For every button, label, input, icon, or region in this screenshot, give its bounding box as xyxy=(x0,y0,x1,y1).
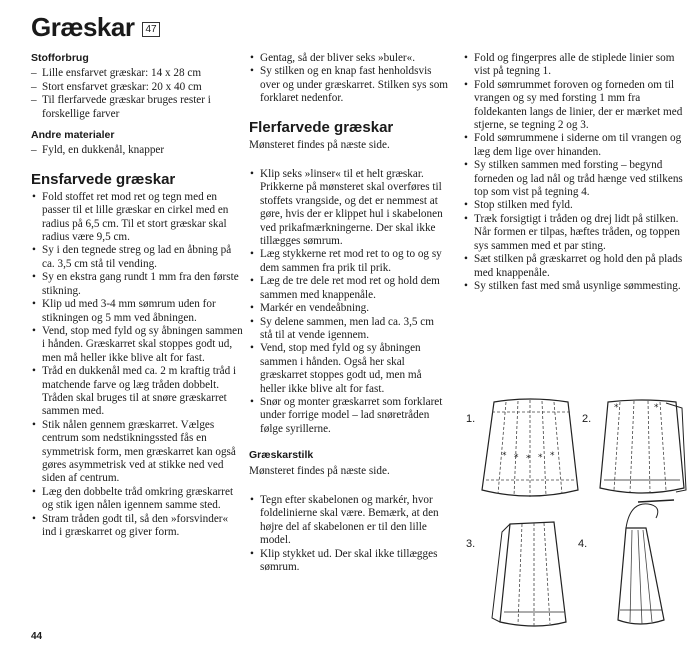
stem-steps-list xyxy=(249,494,449,574)
section-intro: Mønsteret findes på næste side. xyxy=(249,138,390,151)
figure-2-drawing xyxy=(596,398,688,508)
list-item: • Stik nålen gennem græskarret. Vælges centrum som nedstikningssted fås en symmetrisk form, men græskarret kan også gøres asymmetrisk ved at stikke ned ved siden af centrum. xyxy=(31,419,243,486)
page-title: Græskar xyxy=(31,12,135,42)
figure-label-4: 4. xyxy=(578,538,588,550)
list-item: • Sæt stilken på græskarret og hold den på plads med knappenåle. xyxy=(463,253,685,280)
list-item: • Læg stykkerne ret mod ret to og to og sy dem sammen fra prik til prik. xyxy=(249,248,449,275)
other-materials-heading: Andre materialer xyxy=(31,129,115,142)
list-item: • Stop stilken med fyld. xyxy=(463,199,685,212)
list-item: • Klip stykket ud. Der skal ikke tillægges sømrum. xyxy=(249,548,449,575)
figure-label-2: 2. xyxy=(582,413,592,425)
list-item: • Fold og fingerpres alle de stiplede linier som vist på tegning 1. xyxy=(463,52,685,79)
list-item: • Markér en vendeåbning. xyxy=(249,302,449,315)
list-item: • Sy stilken fast med små usynlige sømmesting. xyxy=(463,280,685,293)
materials-list xyxy=(31,67,243,121)
stem-heading: Græskarstilk xyxy=(249,449,314,462)
figure-label-3: 3. xyxy=(466,538,476,550)
list-item: • Sy stilken og en knap fast henholdsvis over og under græskarret. Stilken sys som forklaret nedenfor. xyxy=(249,65,449,105)
list-item: – Stort ensfarvet græskar: 20 x 40 cm xyxy=(31,81,243,94)
list-item: • Sy en ekstra gang rundt 1 mm fra den første stikning. xyxy=(31,271,243,298)
list-item: • Tråd en dukkenål med ca. 2 m kraftig tråd i matchende farve og læg tråden dobbelt. Tråden skal bruges til at snøre græskarret sammen med. xyxy=(31,365,243,419)
svg-text:*: * xyxy=(514,453,519,463)
list-item: – Fyld, en dukkenål, knapper xyxy=(31,144,243,157)
list-item: • Tegn efter skabelonen og markér, hvor foldelinierne skal være. Bemærk, at den højre del af skabelonen er til den lille model. xyxy=(249,494,449,548)
title-row xyxy=(31,12,160,43)
list-item: • Læg den dobbelte tråd omkring græskarret og stik igen nålen igennem samme sted. xyxy=(31,486,243,513)
solid-steps-list xyxy=(31,191,243,540)
list-item: • Sy stilken sammen med forsting – begynd forneden og lad nål og tråd hænge ved stilkens top som vist på tegning 4. xyxy=(463,159,685,199)
list-item: – Lille ensfarvet græskar: 14 x 28 cm xyxy=(31,67,243,80)
page-number: 44 xyxy=(31,631,43,642)
svg-text:*: * xyxy=(526,454,531,464)
list-item: • Vend, stop med fyld og sy åbningen sammen i hånden. Også her skal græskarret stoppes godt ud, men må heller ikke blive alt for fast. xyxy=(249,342,449,396)
list-item: • Gentag, så der bliver seks »buler«. xyxy=(249,52,449,65)
list-item: • Fold sømrummet foroven og forneden om til vrangen og sy med forsting 1 mm fra foldekanten langs de linier, der er mærket med stjerne, se tegning 2 og 3. xyxy=(463,79,685,133)
svg-text:*: * xyxy=(654,403,659,413)
multicolor-steps-list xyxy=(249,168,449,436)
continued-steps-list xyxy=(249,52,449,106)
svg-text:*: * xyxy=(550,451,555,461)
section-heading-solid: Ensfarvede græskar xyxy=(31,170,176,188)
svg-text:*: * xyxy=(538,453,543,463)
page-badge: 47 xyxy=(142,22,159,37)
section-heading-multicolor: Flerfarvede græskar xyxy=(249,118,394,136)
materials-heading: Stofforbrug xyxy=(31,52,89,64)
list-item: • Fold stoffet ret mod ret og tegn med en passer til et lille græskar en cirkel med en radius på 6,5 cm. Til et stort græskar skal radius være 9,5 cm. xyxy=(31,191,243,245)
stem-illustrations xyxy=(460,398,690,638)
figure-3-drawing xyxy=(480,518,580,636)
column-3 xyxy=(463,52,685,293)
column-1 xyxy=(31,52,243,539)
stem-instructions-list xyxy=(463,52,685,293)
svg-text:*: * xyxy=(502,451,507,461)
list-item: • Klip ud med 3-4 mm sømrum uden for stikningen og 5 mm ved åbningen. xyxy=(31,298,243,325)
list-item: • Snør og monter græskarret som forklaret under forrige model – lad snøretråden følge syrillerne. xyxy=(249,396,449,436)
list-item: • Sy delene sammen, men lad ca. 3,5 cm stå til at vende igennem. xyxy=(249,316,449,343)
figure-4-drawing xyxy=(586,498,686,638)
other-materials-list xyxy=(31,144,243,157)
figure-label-1: 1. xyxy=(466,413,476,425)
list-item: • Stram tråden godt til, så den »forsvinder« ind i græskarret og giver form. xyxy=(31,513,243,540)
stem-intro: Mønsteret findes på næste side. xyxy=(249,464,390,477)
svg-text:*: * xyxy=(614,403,619,413)
column-2 xyxy=(249,52,449,574)
list-item: • Træk forsigtigt i tråden og drej lidt på stilken. Når formen er tilpas, hæftes tråden, og toppen sys sammen med et par sting. xyxy=(463,213,685,253)
figure-1-drawing xyxy=(480,398,580,508)
list-item: • Læg de tre dele ret mod ret og hold dem sammen med knappenåle. xyxy=(249,275,449,302)
list-item: – Til flerfarvede græskar bruges rester i forskellige farver xyxy=(31,94,243,121)
list-item: • Fold sømrummene i siderne om til vrangen og læg dem lige over hinanden. xyxy=(463,132,685,159)
list-item: • Sy i den tegnede streg og lad en åbning på ca. 3,5 cm stå til vending. xyxy=(31,244,243,271)
list-item: • Vend, stop med fyld og sy åbningen sammen i hånden. Græskarret skal stoppes godt ud, men må heller ikke blive alt for fast. xyxy=(31,325,243,365)
list-item: • Klip seks »linser« til et helt græskar. Prikkerne på mønsteret skal overføres til stoffets vrangside, og det er nemmest at gøre, hvis der er klippet hul i skabelonen ved prikafmærkningerne. Der skal ikke tillægges sømrum. xyxy=(249,168,449,248)
